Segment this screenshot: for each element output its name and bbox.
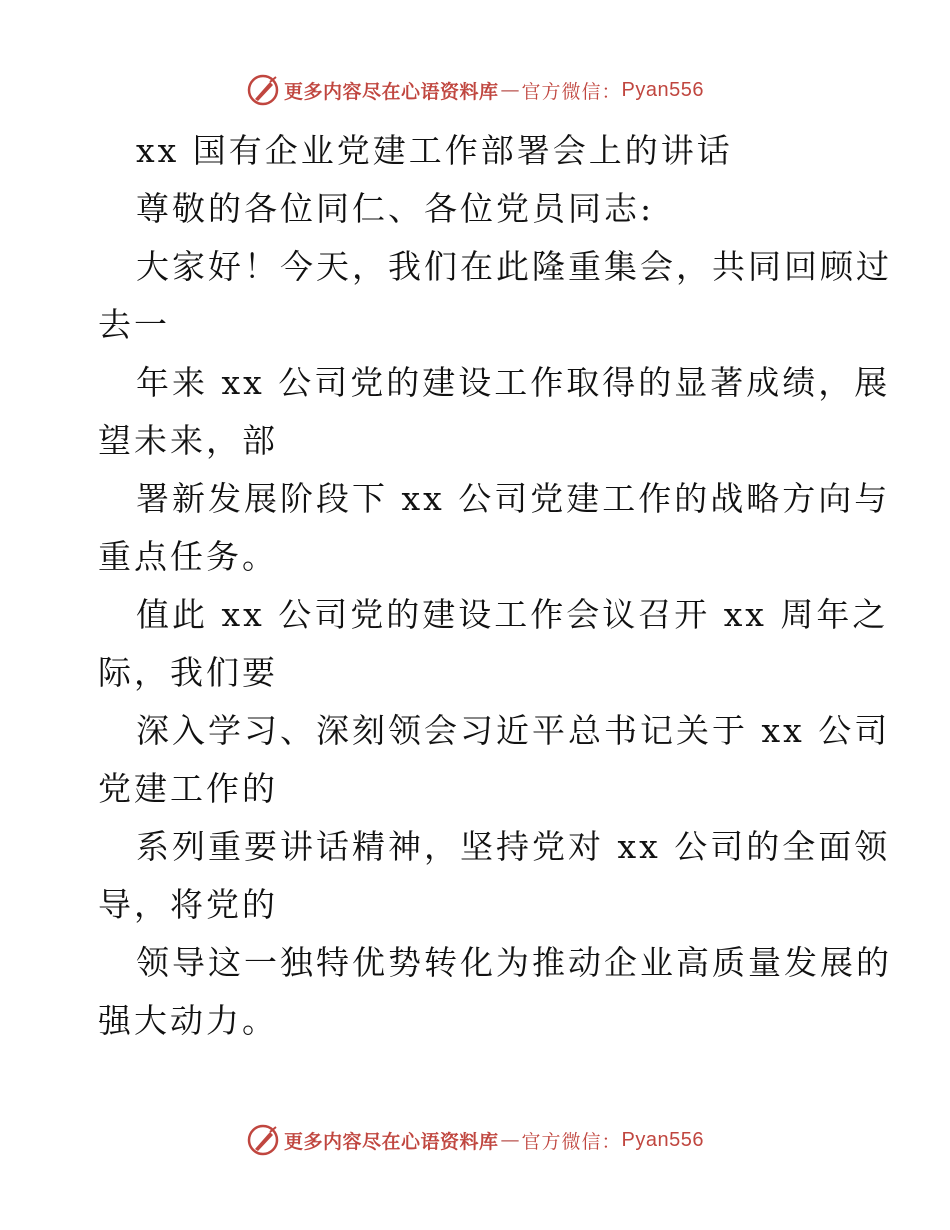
watermark-brand: 更多内容尽在心语资料库 [284,1130,499,1153]
text-line: xx 国有企业党建工作部署会上的讲话 [136,131,733,170]
watermark-dash: — [500,79,520,101]
footer-watermark [0,1120,950,1160]
text-line: 党建工作的 [98,769,278,808]
watermark-wechat-id: Pyan556 [621,78,704,101]
text-line: 系列重要讲话精神，坚持党对 xx 公司的全面领 [136,827,891,866]
quill-seal-icon [246,1123,280,1157]
header-watermark [0,70,950,110]
quill-seal-icon [246,73,280,107]
text-line: 望未来，部 [98,421,278,460]
watermark-wechat-label: 官方微信： [521,80,622,103]
text-line: 尊敬的各位同仁、各位党员同志: [136,189,655,228]
watermark-wechat-label: 官方微信： [521,1130,622,1153]
text-line: 值此 xx 公司党的建设工作会议召开 xx 周年之 [136,595,889,634]
watermark-wechat-id: Pyan556 [621,1128,704,1151]
text-line: 领导这一独特优势转化为推动企业高质量发展的 [136,943,892,982]
watermark-dash: — [500,1129,520,1151]
text-line: 导，将党的 [98,885,278,924]
text-line: 去一 [98,305,170,344]
text-line: 深入学习、深刻领会习近平总书记关于 xx 公司 [136,711,891,750]
text-line: 强大动力。 [98,1001,278,1040]
document-body [98,122,892,1050]
text-line: 署新发展阶段下 xx 公司党建工作的战略方向与 [136,479,891,518]
watermark-brand: 更多内容尽在心语资料库 [284,80,499,103]
text-line: 际，我们要 [98,653,278,692]
text-line: 大家好！今天，我们在此隆重集会，共同回顾过 [136,247,892,286]
text-line: 年来 xx 公司党的建设工作取得的显著成绩，展 [136,363,891,402]
text-line: 重点任务。 [98,537,278,576]
